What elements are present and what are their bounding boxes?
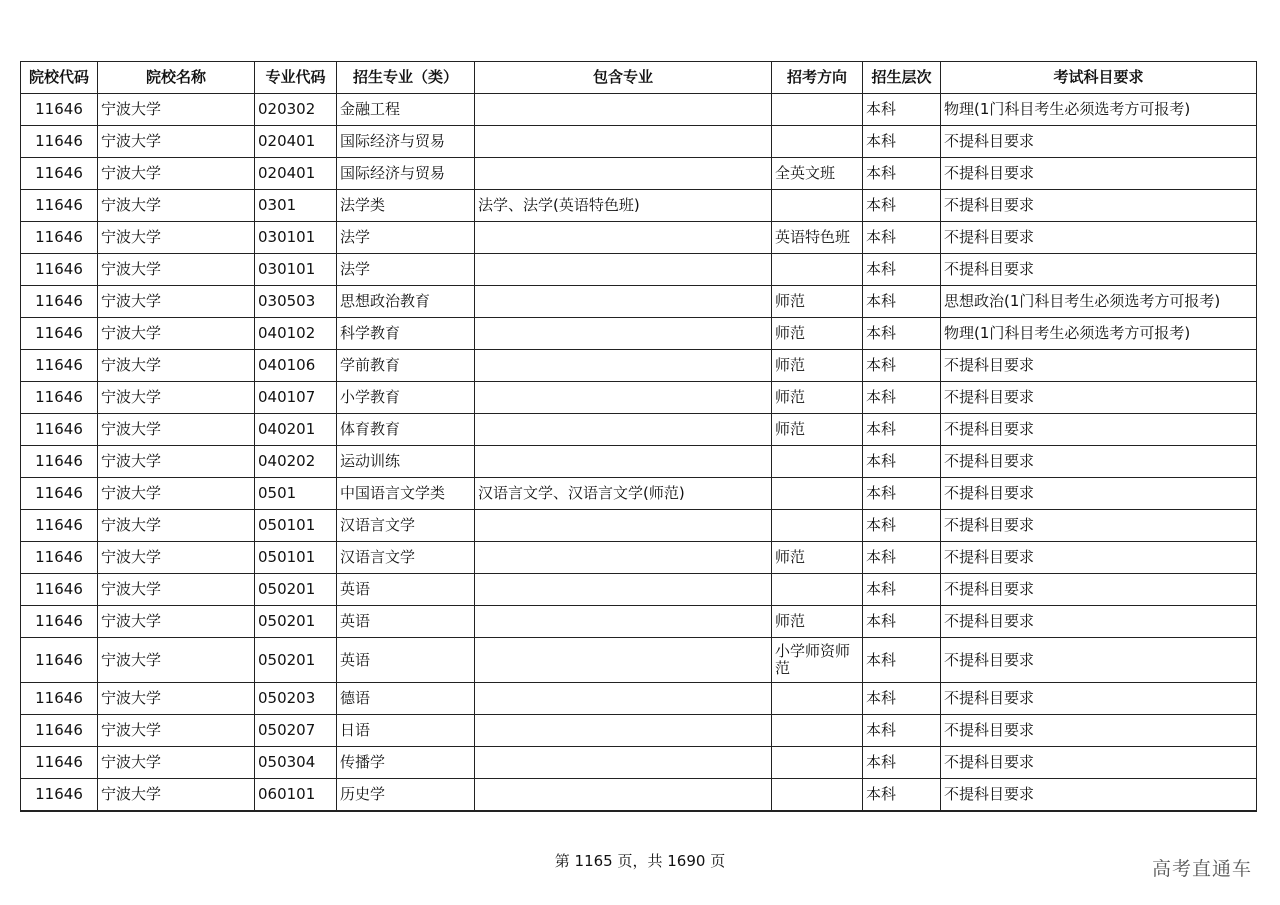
col-header-school-name: 院校名称	[98, 62, 255, 94]
cell-direction: 师范	[772, 382, 863, 414]
cell-direction: 师范	[772, 286, 863, 318]
col-header-major: 招生专业（类）	[337, 62, 475, 94]
cell-major: 法学	[337, 254, 475, 286]
cell-major-code: 050201	[255, 638, 337, 683]
cell-level: 本科	[863, 126, 941, 158]
cell-included-majors	[475, 606, 772, 638]
cell-subject-requirement: 不提科目要求	[941, 158, 1257, 190]
admissions-table	[20, 61, 1257, 812]
cell-school-name: 宁波大学	[98, 382, 255, 414]
cell-major: 汉语言文学	[337, 510, 475, 542]
cell-school-name: 宁波大学	[98, 318, 255, 350]
cell-school-name: 宁波大学	[98, 286, 255, 318]
cell-included-majors	[475, 779, 772, 812]
cell-school-name: 宁波大学	[98, 510, 255, 542]
cell-major-code: 050101	[255, 510, 337, 542]
cell-level: 本科	[863, 286, 941, 318]
cell-school-code: 11646	[21, 94, 98, 126]
cell-school-code: 11646	[21, 382, 98, 414]
cell-included-majors	[475, 414, 772, 446]
cell-subject-requirement: 不提科目要求	[941, 747, 1257, 779]
cell-included-majors	[475, 254, 772, 286]
cell-subject-requirement: 思想政治(1门科目考生必须选考方可报考)	[941, 286, 1257, 318]
cell-level: 本科	[863, 510, 941, 542]
cell-subject-requirement: 不提科目要求	[941, 446, 1257, 478]
table-row	[21, 94, 1257, 126]
cell-major-code: 040201	[255, 414, 337, 446]
cell-level: 本科	[863, 542, 941, 574]
cell-major-code: 060101	[255, 779, 337, 812]
cell-school-name: 宁波大学	[98, 747, 255, 779]
cell-level: 本科	[863, 638, 941, 683]
table-row	[21, 382, 1257, 414]
cell-level: 本科	[863, 779, 941, 812]
cell-level: 本科	[863, 446, 941, 478]
cell-major: 体育教育	[337, 414, 475, 446]
cell-major: 国际经济与贸易	[337, 158, 475, 190]
cell-direction	[772, 478, 863, 510]
cell-major: 学前教育	[337, 350, 475, 382]
cell-school-name: 宁波大学	[98, 190, 255, 222]
table-row	[21, 542, 1257, 574]
cell-school-code: 11646	[21, 222, 98, 254]
cell-included-majors	[475, 94, 772, 126]
table-row	[21, 414, 1257, 446]
cell-school-name: 宁波大学	[98, 350, 255, 382]
cell-major: 日语	[337, 715, 475, 747]
cell-direction	[772, 510, 863, 542]
cell-major: 英语	[337, 574, 475, 606]
cell-level: 本科	[863, 574, 941, 606]
cell-major: 小学教育	[337, 382, 475, 414]
cell-major: 金融工程	[337, 94, 475, 126]
cell-included-majors	[475, 350, 772, 382]
table-row	[21, 446, 1257, 478]
cell-subject-requirement: 不提科目要求	[941, 606, 1257, 638]
cell-subject-requirement: 不提科目要求	[941, 683, 1257, 715]
cell-level: 本科	[863, 318, 941, 350]
cell-school-code: 11646	[21, 350, 98, 382]
cell-included-majors	[475, 574, 772, 606]
cell-included-majors	[475, 318, 772, 350]
cell-subject-requirement: 不提科目要求	[941, 126, 1257, 158]
col-header-level: 招生层次	[863, 62, 941, 94]
cell-subject-requirement: 物理(1门科目考生必须选考方可报考)	[941, 318, 1257, 350]
page-number: 第 1165 页，共 1690 页	[554, 852, 726, 870]
cell-school-code: 11646	[21, 779, 98, 812]
cell-direction	[772, 715, 863, 747]
cell-major: 英语	[337, 606, 475, 638]
cell-direction: 小学师资师范	[772, 638, 863, 683]
cell-school-code: 11646	[21, 126, 98, 158]
cell-school-name: 宁波大学	[98, 94, 255, 126]
cell-included-majors	[475, 542, 772, 574]
cell-major: 历史学	[337, 779, 475, 812]
cell-included-majors	[475, 222, 772, 254]
cell-school-name: 宁波大学	[98, 254, 255, 286]
cell-school-code: 11646	[21, 286, 98, 318]
col-header-major-code: 专业代码	[255, 62, 337, 94]
cell-major-code: 030101	[255, 254, 337, 286]
cell-school-name: 宁波大学	[98, 779, 255, 812]
table-body	[21, 94, 1257, 812]
cell-school-code: 11646	[21, 478, 98, 510]
table-row	[21, 318, 1257, 350]
cell-level: 本科	[863, 254, 941, 286]
cell-school-code: 11646	[21, 747, 98, 779]
cell-subject-requirement: 不提科目要求	[941, 254, 1257, 286]
cell-subject-requirement: 不提科目要求	[941, 715, 1257, 747]
cell-subject-requirement: 不提科目要求	[941, 779, 1257, 812]
cell-major: 法学类	[337, 190, 475, 222]
cell-direction: 师范	[772, 414, 863, 446]
cell-school-code: 11646	[21, 638, 98, 683]
cell-level: 本科	[863, 190, 941, 222]
cell-major-code: 020302	[255, 94, 337, 126]
cell-included-majors	[475, 286, 772, 318]
cell-level: 本科	[863, 382, 941, 414]
cell-direction: 师范	[772, 318, 863, 350]
cell-school-code: 11646	[21, 318, 98, 350]
table-row	[21, 510, 1257, 542]
cell-major-code: 0501	[255, 478, 337, 510]
cell-direction	[772, 446, 863, 478]
cell-included-majors	[475, 715, 772, 747]
cell-subject-requirement: 不提科目要求	[941, 350, 1257, 382]
cell-major-code: 020401	[255, 158, 337, 190]
cell-direction: 全英文班	[772, 158, 863, 190]
cell-major: 英语	[337, 638, 475, 683]
cell-subject-requirement: 不提科目要求	[941, 190, 1257, 222]
table-row	[21, 606, 1257, 638]
cell-level: 本科	[863, 683, 941, 715]
cell-school-name: 宁波大学	[98, 542, 255, 574]
cell-subject-requirement: 物理(1门科目考生必须选考方可报考)	[941, 94, 1257, 126]
cell-major: 运动训练	[337, 446, 475, 478]
cell-major: 法学	[337, 222, 475, 254]
cell-school-code: 11646	[21, 414, 98, 446]
cell-school-code: 11646	[21, 446, 98, 478]
cell-direction	[772, 747, 863, 779]
cell-direction: 师范	[772, 350, 863, 382]
cell-major: 传播学	[337, 747, 475, 779]
cell-major-code: 050203	[255, 683, 337, 715]
cell-school-code: 11646	[21, 158, 98, 190]
cell-school-name: 宁波大学	[98, 715, 255, 747]
cell-major-code: 040102	[255, 318, 337, 350]
cell-subject-requirement: 不提科目要求	[941, 478, 1257, 510]
cell-school-code: 11646	[21, 254, 98, 286]
cell-level: 本科	[863, 350, 941, 382]
cell-school-code: 11646	[21, 190, 98, 222]
cell-level: 本科	[863, 478, 941, 510]
col-header-school-code: 院校代码	[21, 62, 98, 94]
cell-level: 本科	[863, 606, 941, 638]
table-row	[21, 158, 1257, 190]
cell-school-name: 宁波大学	[98, 126, 255, 158]
cell-major-code: 050207	[255, 715, 337, 747]
cell-included-majors	[475, 158, 772, 190]
cell-direction	[772, 94, 863, 126]
table-row	[21, 715, 1257, 747]
cell-school-name: 宁波大学	[98, 446, 255, 478]
cell-major-code: 040106	[255, 350, 337, 382]
cell-included-majors	[475, 638, 772, 683]
cell-subject-requirement: 不提科目要求	[941, 510, 1257, 542]
table-row	[21, 222, 1257, 254]
cell-level: 本科	[863, 715, 941, 747]
cell-level: 本科	[863, 747, 941, 779]
cell-included-majors	[475, 126, 772, 158]
cell-major-code: 050304	[255, 747, 337, 779]
cell-major-code: 0301	[255, 190, 337, 222]
cell-school-name: 宁波大学	[98, 478, 255, 510]
table-row	[21, 779, 1257, 812]
table-row	[21, 747, 1257, 779]
cell-major: 汉语言文学	[337, 542, 475, 574]
cell-major: 国际经济与贸易	[337, 126, 475, 158]
cell-subject-requirement: 不提科目要求	[941, 638, 1257, 683]
cell-included-majors	[475, 747, 772, 779]
cell-school-name: 宁波大学	[98, 683, 255, 715]
cell-direction: 师范	[772, 606, 863, 638]
col-header-direction: 招考方向	[772, 62, 863, 94]
cell-school-name: 宁波大学	[98, 574, 255, 606]
cell-subject-requirement: 不提科目要求	[941, 574, 1257, 606]
col-header-subject-requirement: 考试科目要求	[941, 62, 1257, 94]
table-row	[21, 350, 1257, 382]
cell-subject-requirement: 不提科目要求	[941, 222, 1257, 254]
cell-direction: 师范	[772, 542, 863, 574]
table-row	[21, 478, 1257, 510]
table-row	[21, 190, 1257, 222]
cell-included-majors: 法学、法学(英语特色班)	[475, 190, 772, 222]
cell-school-code: 11646	[21, 574, 98, 606]
table-row	[21, 683, 1257, 715]
watermark: 高考直通车	[1151, 858, 1252, 880]
cell-school-name: 宁波大学	[98, 414, 255, 446]
cell-major-code: 040202	[255, 446, 337, 478]
cell-school-code: 11646	[21, 606, 98, 638]
cell-major: 科学教育	[337, 318, 475, 350]
cell-major: 中国语言文学类	[337, 478, 475, 510]
cell-direction	[772, 126, 863, 158]
table-row	[21, 638, 1257, 683]
table-row	[21, 126, 1257, 158]
cell-major-code: 020401	[255, 126, 337, 158]
cell-subject-requirement: 不提科目要求	[941, 542, 1257, 574]
cell-major-code: 030101	[255, 222, 337, 254]
header-row	[21, 62, 1257, 94]
cell-level: 本科	[863, 414, 941, 446]
cell-level: 本科	[863, 94, 941, 126]
cell-direction	[772, 683, 863, 715]
cell-major-code: 050201	[255, 574, 337, 606]
cell-school-code: 11646	[21, 715, 98, 747]
cell-major-code: 030503	[255, 286, 337, 318]
cell-included-majors	[475, 683, 772, 715]
cell-subject-requirement: 不提科目要求	[941, 414, 1257, 446]
cell-major: 德语	[337, 683, 475, 715]
cell-major-code: 040107	[255, 382, 337, 414]
cell-school-code: 11646	[21, 542, 98, 574]
cell-direction	[772, 190, 863, 222]
cell-included-majors	[475, 382, 772, 414]
table-row	[21, 254, 1257, 286]
cell-subject-requirement: 不提科目要求	[941, 382, 1257, 414]
cell-included-majors	[475, 446, 772, 478]
cell-major-code: 050201	[255, 606, 337, 638]
cell-level: 本科	[863, 222, 941, 254]
table-row	[21, 286, 1257, 318]
cell-major: 思想政治教育	[337, 286, 475, 318]
cell-direction: 英语特色班	[772, 222, 863, 254]
cell-level: 本科	[863, 158, 941, 190]
cell-school-name: 宁波大学	[98, 222, 255, 254]
cell-school-code: 11646	[21, 683, 98, 715]
col-header-included-majors: 包含专业	[475, 62, 772, 94]
cell-direction	[772, 779, 863, 812]
cell-school-name: 宁波大学	[98, 638, 255, 683]
cell-major-code: 050101	[255, 542, 337, 574]
table-row	[21, 574, 1257, 606]
cell-school-name: 宁波大学	[98, 158, 255, 190]
cell-school-name: 宁波大学	[98, 606, 255, 638]
cell-school-code: 11646	[21, 510, 98, 542]
cell-direction	[772, 574, 863, 606]
cell-direction	[772, 254, 863, 286]
cell-included-majors: 汉语言文学、汉语言文学(师范)	[475, 478, 772, 510]
cell-included-majors	[475, 510, 772, 542]
